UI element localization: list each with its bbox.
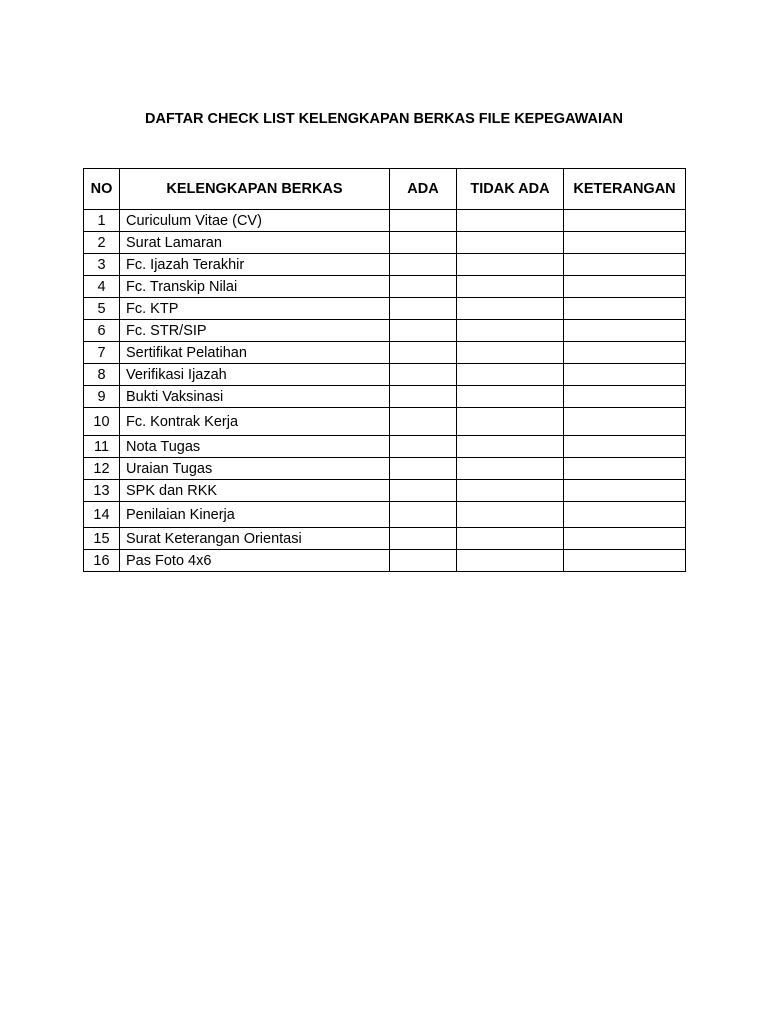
cell-ada[interactable] [390,276,457,298]
cell-keterangan[interactable] [564,320,686,342]
cell-ada[interactable] [390,298,457,320]
table-row [84,232,686,254]
cell-tidak-ada[interactable] [457,436,564,458]
table-header-row [84,169,686,210]
cell-ada[interactable] [390,342,457,364]
table-row [84,436,686,458]
cell-tidak-ada[interactable] [457,320,564,342]
table-row [84,210,686,232]
cell-no: 2 [84,232,120,254]
cell-kelengkapan-berkas: Sertifikat Pelatihan [120,342,390,364]
cell-kelengkapan-berkas: Surat Lamaran [120,232,390,254]
header-kelengkapan-berkas: KELENGKAPAN BERKAS [120,169,390,210]
table-body [84,210,686,572]
cell-keterangan[interactable] [564,364,686,386]
cell-no: 16 [84,550,120,572]
table-row [84,254,686,276]
table-row [84,408,686,436]
cell-tidak-ada[interactable] [457,298,564,320]
cell-tidak-ada[interactable] [457,232,564,254]
cell-keterangan[interactable] [564,210,686,232]
cell-ada[interactable] [390,502,457,528]
cell-tidak-ada[interactable] [457,254,564,276]
table-row [84,480,686,502]
cell-kelengkapan-berkas: Pas Foto 4x6 [120,550,390,572]
cell-tidak-ada[interactable] [457,550,564,572]
cell-ada[interactable] [390,210,457,232]
table-row [84,528,686,550]
cell-ada[interactable] [390,232,457,254]
cell-kelengkapan-berkas: Fc. Ijazah Terakhir [120,254,390,276]
cell-keterangan[interactable] [564,408,686,436]
cell-no: 8 [84,364,120,386]
cell-tidak-ada[interactable] [457,210,564,232]
table-row [84,364,686,386]
cell-kelengkapan-berkas: Curiculum Vitae (CV) [120,210,390,232]
table-row [84,276,686,298]
cell-kelengkapan-berkas: SPK dan RKK [120,480,390,502]
cell-keterangan[interactable] [564,298,686,320]
cell-keterangan[interactable] [564,232,686,254]
cell-no: 15 [84,528,120,550]
cell-kelengkapan-berkas: Fc. Transkip Nilai [120,276,390,298]
cell-no: 7 [84,342,120,364]
cell-keterangan[interactable] [564,276,686,298]
table-row [84,550,686,572]
header-no: NO [84,169,120,210]
cell-tidak-ada[interactable] [457,502,564,528]
checklist-table [83,168,686,572]
cell-keterangan[interactable] [564,502,686,528]
cell-no: 4 [84,276,120,298]
cell-ada[interactable] [390,480,457,502]
cell-keterangan[interactable] [564,254,686,276]
header-tidak-ada: TIDAK ADA [457,169,564,210]
cell-no: 3 [84,254,120,276]
cell-keterangan[interactable] [564,480,686,502]
cell-keterangan[interactable] [564,528,686,550]
table-row [84,342,686,364]
cell-keterangan[interactable] [564,386,686,408]
cell-keterangan[interactable] [564,436,686,458]
cell-keterangan[interactable] [564,458,686,480]
table-row [84,320,686,342]
cell-no: 5 [84,298,120,320]
table-row [84,298,686,320]
cell-ada[interactable] [390,320,457,342]
cell-kelengkapan-berkas: Verifikasi Ijazah [120,364,390,386]
table-row [84,458,686,480]
cell-no: 9 [84,386,120,408]
cell-tidak-ada[interactable] [457,364,564,386]
cell-kelengkapan-berkas: Nota Tugas [120,436,390,458]
cell-ada[interactable] [390,364,457,386]
cell-ada[interactable] [390,386,457,408]
cell-tidak-ada[interactable] [457,276,564,298]
cell-tidak-ada[interactable] [457,528,564,550]
cell-kelengkapan-berkas: Fc. KTP [120,298,390,320]
cell-keterangan[interactable] [564,550,686,572]
cell-kelengkapan-berkas: Penilaian Kinerja [120,502,390,528]
document-title: DAFTAR CHECK LIST KELENGKAPAN BERKAS FILE KEPEGAWAIAN [145,111,623,127]
cell-tidak-ada[interactable] [457,458,564,480]
cell-no: 6 [84,320,120,342]
cell-no: 14 [84,502,120,528]
cell-kelengkapan-berkas: Surat Keterangan Orientasi [120,528,390,550]
cell-no: 12 [84,458,120,480]
cell-ada[interactable] [390,458,457,480]
cell-no: 11 [84,436,120,458]
cell-kelengkapan-berkas: Fc. STR/SIP [120,320,390,342]
cell-tidak-ada[interactable] [457,342,564,364]
cell-no: 1 [84,210,120,232]
cell-keterangan[interactable] [564,342,686,364]
cell-kelengkapan-berkas: Uraian Tugas [120,458,390,480]
cell-ada[interactable] [390,408,457,436]
cell-tidak-ada[interactable] [457,480,564,502]
cell-tidak-ada[interactable] [457,408,564,436]
cell-ada[interactable] [390,528,457,550]
cell-kelengkapan-berkas: Bukti Vaksinasi [120,386,390,408]
table-row [84,386,686,408]
cell-tidak-ada[interactable] [457,386,564,408]
cell-ada[interactable] [390,550,457,572]
cell-kelengkapan-berkas: Fc. Kontrak Kerja [120,408,390,436]
cell-ada[interactable] [390,436,457,458]
cell-no: 13 [84,480,120,502]
table-row [84,502,686,528]
header-ada: ADA [390,169,457,210]
cell-ada[interactable] [390,254,457,276]
header-keterangan: KETERANGAN [564,169,686,210]
cell-no: 10 [84,408,120,436]
